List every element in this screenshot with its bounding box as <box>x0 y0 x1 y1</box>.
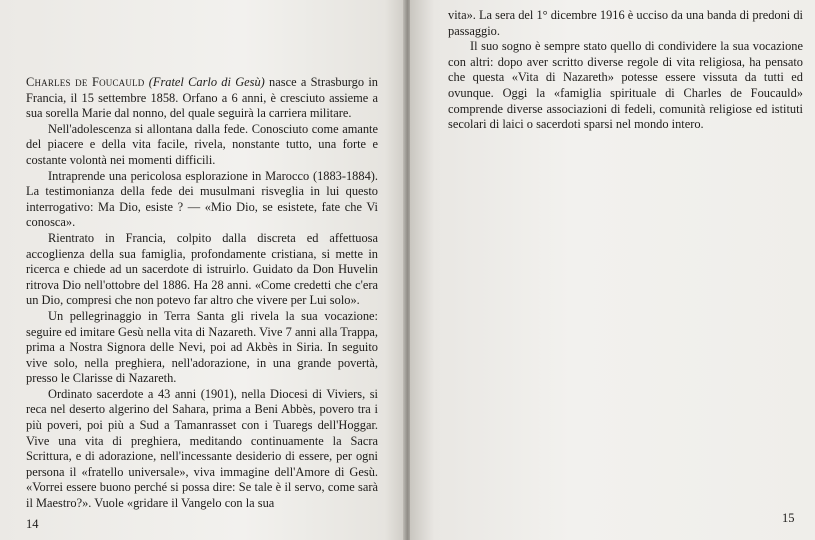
page-number-left: 14 <box>26 517 39 531</box>
paragraph: Un pellegrinaggio in Terra Santa gli rivela la sua vocazione: seguire ed imitare Gesù nella vita di Nazareth. Vive 7 anni alla Trappa, prima a Nostra Signora delle Nevi, poi ad Akbès in Siria. In seguito vive solo, nella preghiera, nell'adorazione, in una grande povertà, presso le Clarisse di Nazareth. <box>26 308 378 386</box>
paragraph: Nell'adolescenza si allontana dalla fede. Conosciuto come amante del piacere e della vita facile, rivela, nonstante tutto, una forte e costante volontà nei momenti difficili. <box>26 121 378 167</box>
paragraph: vita». La sera del 1° dicembre 1916 è ucciso da una banda di predoni di passaggio. <box>448 8 803 38</box>
paragraph-text: nasce a Strasburgo in Francia, il 15 settembre 1858. Orfano a 6 anni, è cresciuto assieme a sua sorella Marie dal nonno, del quale seguirà la carriera militare. <box>26 75 378 121</box>
paragraph: Il suo sogno è sempre stato quello di condividere la sua vocazione con altri: dopo aver scritto diverse regole di vita religiosa, ha pensato che questa «Vita di Nazareth» potesse essere vissuta da tutti ed ovunque. Oggi la «famiglia spirituale di Charles de Foucauld» comprende diverse associazioni di fedeli, comunità religiose ed istituti secolari di laici o sacerdoti sparsi nel mondo intero. <box>448 39 803 132</box>
left-page-text <box>26 75 378 512</box>
left-page <box>0 0 405 540</box>
right-page <box>410 0 815 540</box>
paragraph: Rientrato in Francia, colpito dalla discreta ed affettuosa accoglienza della sua famiglia, profondamente cristiana, si mette in ricerca e chiede ad un sacerdote di istruirlo. Guidato da Don Huvelin ritrova Dio nell'ottobre del 1886. Ha 28 anni. «Come credetti che c'era un Dio, compresi che non potevo far altro che vivere per Lui solo». <box>26 230 378 308</box>
author-alias: (Fratel Carlo di Gesù) <box>148 75 265 89</box>
right-page-text <box>448 8 803 133</box>
author-name: Charles de Foucauld <box>26 75 145 89</box>
paragraph <box>26 75 378 122</box>
paragraph: Intraprende una pericolosa esplorazione in Marocco (1883-1884). La testimonianza della fede dei musulmani risveglia in lui questo interrogativo: Ma Dio, esiste ? — «Mio Dio, se esistete, fate che Vi conosca». <box>26 168 378 230</box>
paragraph: Ordinato sacerdote a 43 anni (1901), nella Diocesi di Viviers, si reca nel deserto algerino del Sahara, prima a Beni Abbès, povero tra i più poveri, poi più a Sud a Tamanrasset con i Tuaregs dell'Hoggar. Vive una vita di preghiera, meditando continuamente la Sacra Scrittura, e di adorazione, nell'incessante desiderio di essere, per ogni persona il «fratello universale», viva immagine dell'Amore di Gesù. «Vorrei essere buono perché si possa dire: Se tale è il servo, come sarà il Maestro?». Vuole «gridare il Vangelo con la sua <box>26 386 378 511</box>
page-number-right: 15 <box>782 511 795 525</box>
